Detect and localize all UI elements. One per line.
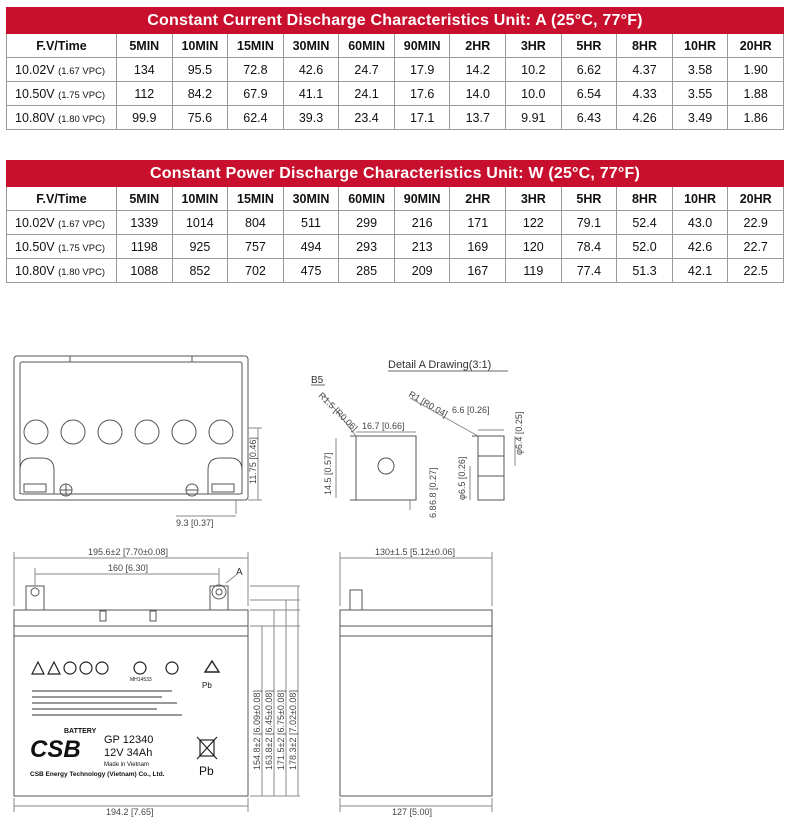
table-cell: 852 (172, 259, 228, 283)
column-header: 60MIN (339, 187, 395, 211)
column-header: 20HR (728, 187, 784, 211)
table-cell: 67.9 (228, 82, 284, 106)
table-cell: 120 (506, 235, 562, 259)
d167-dimension: 16.7 [0.66] (362, 421, 405, 431)
d145-dimension: 14.5 [0.57] (323, 452, 333, 495)
label-fineprint-line (32, 702, 177, 704)
read-manual-icon (96, 662, 108, 674)
width-1942-dimension: 194.2 [7.65] (106, 807, 154, 817)
label-mh-number: MH14533 (130, 677, 152, 683)
detail-a-marker: A (236, 567, 243, 578)
table-cell: 285 (339, 259, 395, 283)
d1175-dimension: 11.75 [0.46] (248, 437, 258, 484)
table-cell: 14.0 (450, 82, 506, 106)
table-cell: 4.37 (617, 58, 673, 82)
table-cell: 299 (339, 211, 395, 235)
label-company: CSB Energy Technology (Vietnam) Co., Ltd. (30, 771, 165, 778)
column-header: F.V/Time (7, 34, 117, 58)
table-cell: 10.2 (506, 58, 562, 82)
battery-top-view (14, 356, 262, 516)
b5-label: B5 (311, 375, 324, 386)
column-header: 30MIN (283, 187, 339, 211)
height-1715-dimension: 171.5±2 [6.75±0.08] (276, 690, 286, 770)
column-header: F.V/Time (7, 187, 117, 211)
table-cell: 43.0 (672, 211, 728, 235)
column-header: 2HR (450, 187, 506, 211)
label-battery-text: BATTERY (64, 728, 97, 735)
table-cell: 79.1 (561, 211, 617, 235)
table-cell: 475 (283, 259, 339, 283)
final-voltage: 10.50V (15, 239, 55, 254)
column-header: 5HR (561, 34, 617, 58)
table-cell: 78.4 (561, 235, 617, 259)
table-cell: 209 (394, 259, 450, 283)
column-header: 5HR (561, 187, 617, 211)
table-cell: 13.7 (450, 106, 506, 130)
final-voltage: 10.80V (15, 110, 55, 125)
table-cell: 77.4 (561, 259, 617, 283)
column-header: 8HR (617, 34, 673, 58)
table-cell: 134 (117, 58, 173, 82)
table-cell: 1339 (117, 211, 173, 235)
table-cell: 22.7 (728, 235, 784, 259)
eye-protection-icon (64, 662, 76, 674)
height-1548-dimension: 154.8±2 [6.09±0.08] (252, 690, 262, 770)
table-cell: 4.26 (617, 106, 673, 130)
crossed-bin-icon (197, 737, 217, 759)
d68-dimension: 6.8 [0.27] (428, 467, 438, 505)
d65-dimension: φ6.5 [0.26] (457, 456, 467, 500)
table-cell: 1198 (117, 235, 173, 259)
label-fineprint-line (32, 714, 182, 716)
height-1783-dimension: 178.3±2 [7.02±0.08] (288, 690, 298, 770)
csb-logo: CSB (30, 736, 81, 763)
table-cell: 112 (117, 82, 173, 106)
table-cell: 3.49 (672, 106, 728, 130)
table-cell: 122 (506, 211, 562, 235)
table-cell: 925 (172, 235, 228, 259)
width-127-dimension: 127 [5.00] (392, 807, 433, 817)
table-cell: 17.1 (394, 106, 450, 130)
table-cell: 119 (506, 259, 562, 283)
column-header: 5MIN (117, 187, 173, 211)
current-table-title: Constant Current Discharge Characteristics Unit: A (25°C, 77°F) (7, 8, 784, 34)
table-cell: 14.2 (450, 58, 506, 82)
table-cell: 702 (228, 259, 284, 283)
table-cell: 6.43 (561, 106, 617, 130)
label-rating: 12V 34Ah (104, 747, 153, 759)
d66-dimension: 6.6 [0.26] (452, 405, 490, 415)
table-cell: 6.62 (561, 58, 617, 82)
table-cell: 52.4 (617, 211, 673, 235)
table-cell: 22.5 (728, 259, 784, 283)
table-cell: 213 (394, 235, 450, 259)
table-cell: 22.9 (728, 211, 784, 235)
warning-icon (32, 662, 44, 674)
table-cell: 42.1 (672, 259, 728, 283)
table-cell: 1014 (172, 211, 228, 235)
table-cell: 804 (228, 211, 284, 235)
final-voltage: 10.02V (15, 62, 55, 77)
vpc-value: (1.80 VPC) (58, 113, 106, 125)
recycle-icon (205, 661, 219, 672)
width-1956-dimension: 195.6±2 [7.70±0.08] (88, 547, 168, 557)
vpc-value: (1.75 VPC) (58, 89, 106, 101)
column-header: 20HR (728, 34, 784, 58)
column-header: 10MIN (172, 187, 228, 211)
table-cell: 75.6 (172, 106, 228, 130)
table-cell: 494 (283, 235, 339, 259)
table-cell: 41.1 (283, 82, 339, 106)
label-fineprint-line (32, 690, 172, 692)
table-cell: 52.0 (617, 235, 673, 259)
final-voltage: 10.80V (15, 263, 55, 278)
table-cell: 24.1 (339, 82, 395, 106)
table-cell: 9.91 (506, 106, 562, 130)
table-cell: 42.6 (672, 235, 728, 259)
label-pb-bottom: Pb (199, 764, 214, 778)
column-header: 15MIN (228, 187, 284, 211)
column-header: 60MIN (339, 34, 395, 58)
table-cell: 23.4 (339, 106, 395, 130)
column-header: 3HR (506, 187, 562, 211)
vpc-value: (1.75 VPC) (58, 242, 106, 254)
d93-dimension: 9.3 [0.37] (176, 518, 214, 528)
final-voltage: 10.50V (15, 86, 55, 101)
width-160-dimension: 160 [6.30] (108, 563, 149, 573)
vpc-value: (1.67 VPC) (58, 218, 106, 230)
column-header: 90MIN (394, 34, 450, 58)
table-cell: 24.7 (339, 58, 395, 82)
table-cell: 3.55 (672, 82, 728, 106)
column-header: 8HR (617, 187, 673, 211)
table-cell: 99.9 (117, 106, 173, 130)
no-flame-icon (80, 662, 92, 674)
column-header: 15MIN (228, 34, 284, 58)
label-made-in: Made in Vietnam (104, 762, 149, 768)
table-cell: 757 (228, 235, 284, 259)
d68-dimension-short: 6.8 (428, 505, 438, 518)
column-header: 10HR (672, 187, 728, 211)
column-header: 3HR (506, 34, 562, 58)
table-cell: 171 (450, 211, 506, 235)
table-cell: 10.0 (506, 82, 562, 106)
column-header: 90MIN (394, 187, 450, 211)
battery-side-view (340, 552, 492, 812)
table-cell: 39.3 (283, 106, 339, 130)
detail-drawing-title: Detail A Drawing(3:1) (388, 359, 492, 371)
height-1638-dimension: 163.8±2 [6.45±0.08] (264, 690, 274, 770)
vpc-value: (1.80 VPC) (58, 266, 106, 278)
table-cell: 4.33 (617, 82, 673, 106)
d64-dimension: φ6.4 [0.25] (514, 411, 524, 455)
width-130-dimension: 130±1.5 [5.12±0.06] (375, 547, 455, 557)
column-header: 2HR (450, 34, 506, 58)
label-fineprint-line (32, 708, 157, 710)
column-header: 10HR (672, 34, 728, 58)
table-cell: 216 (394, 211, 450, 235)
r1-dimension: R1 [R0.04] (407, 389, 450, 420)
table-cell: 1.88 (728, 82, 784, 106)
table-cell: 17.9 (394, 58, 450, 82)
table-cell: 293 (339, 235, 395, 259)
column-header: 30MIN (283, 34, 339, 58)
power-table-title: Constant Power Discharge Characteristics Unit: W (25°C, 77°F) (7, 161, 784, 187)
warning-icon (48, 662, 60, 674)
table-cell: 6.54 (561, 82, 617, 106)
table-cell: 51.3 (617, 259, 673, 283)
table-cell: 169 (450, 235, 506, 259)
label-fineprint-line (32, 696, 162, 698)
column-header: 5MIN (117, 34, 173, 58)
r15-dimension: R1.5 [R0.06] (316, 390, 360, 434)
table-cell: 17.6 (394, 82, 450, 106)
column-header: 10MIN (172, 34, 228, 58)
table-cell: 3.58 (672, 58, 728, 82)
table-cell: 84.2 (172, 82, 228, 106)
table-cell: 1.86 (728, 106, 784, 130)
table-cell: 1088 (117, 259, 173, 283)
vpc-value: (1.67 VPC) (58, 65, 106, 77)
recycle-number-icon (166, 662, 178, 674)
ul-mark-icon (134, 662, 146, 674)
table-cell: 62.4 (228, 106, 284, 130)
table-cell: 42.6 (283, 58, 339, 82)
table-cell: 1.90 (728, 58, 784, 82)
table-cell: 511 (283, 211, 339, 235)
final-voltage: 10.02V (15, 215, 55, 230)
table-cell: 72.8 (228, 58, 284, 82)
table-cell: 95.5 (172, 58, 228, 82)
label-pb-top: Pb (202, 681, 212, 690)
table-cell: 167 (450, 259, 506, 283)
label-model: GP 12340 (104, 734, 154, 746)
